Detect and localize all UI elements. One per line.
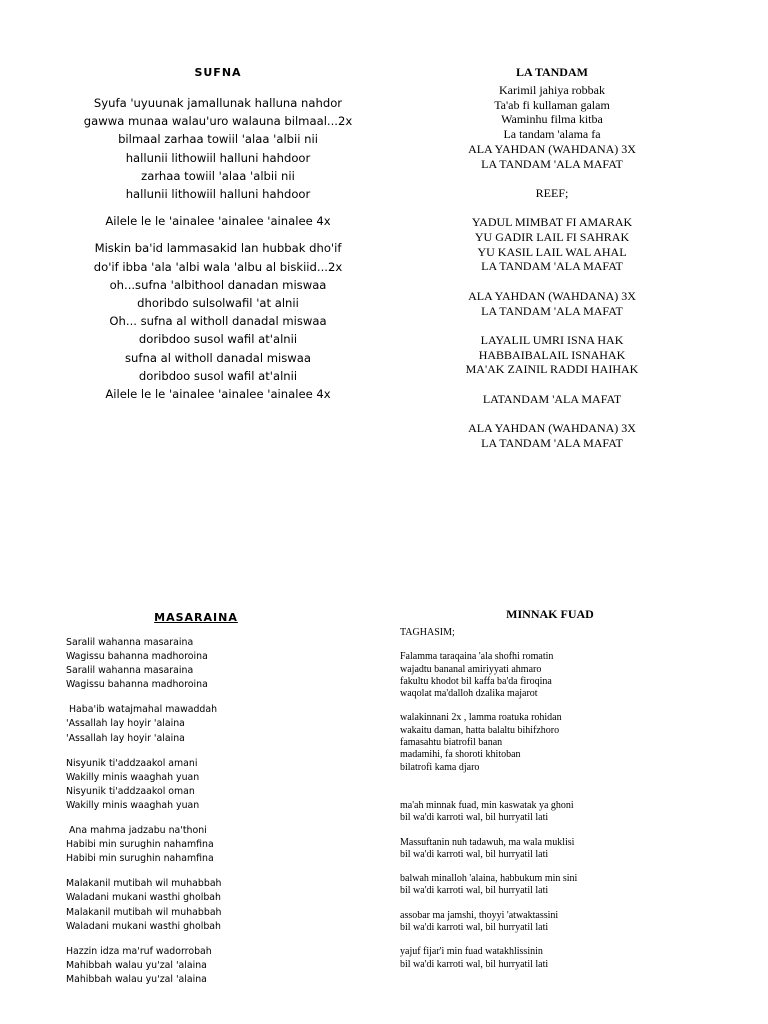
lyric-line: Wagissu bahanna madhoroina [66,651,208,663]
lyric-line: Wakilly minis waaghah yuan [66,771,200,783]
stanza [60,212,376,230]
lyric-line: balwah minalloh 'alaina, habbukum min sini [400,873,578,885]
lyric-line: bil wa'di karroti wal, bil hurryatil lati [400,848,549,860]
lyric-line: wajadtu bananal amiriyyati ahmaro [400,663,542,675]
lyric-line: TAGHASIM; [400,627,455,638]
lyric-line: Waminhu filma kitba [501,112,603,127]
lyric-line: madamihi, fa shoroti khitoban [400,749,521,761]
lyric-line: fakultu khodot bil kaffa ba'da firoqina [400,675,552,687]
lyric-line: Falamma taraqaina 'ala shofhi romatin [400,651,554,663]
stanza [430,83,674,171]
lyric-line: YADUL MIMBAT FI AMARAK [471,215,633,230]
lyric-line: ALA YAHDAN (WAHDANA) 3X [468,141,636,156]
stanza [430,421,674,450]
lyric-line: ma'ah minnak fuad, min kaswatak ya ghoni [400,799,574,811]
lyric-line: Haba'ib watajmahal mawaddah [69,704,218,716]
lyric-line: Karimil jahiya robbak [499,83,605,97]
lyric-line: bil wa'di karroti wal, bil hurryatil lati [400,812,549,824]
song-title: LA TANDAM [516,65,588,79]
lyric-line: MA'AK ZAINIL RADDI HAIHAK [465,362,639,377]
lyric-line: ALA YAHDAN (WAHDANA) 3X [468,288,636,303]
lyric-line: bil wa'di karroti wal, bil hurryatil lati [400,885,549,897]
lyric-line: do'if ibba 'ala 'albi wala 'albu al biskiid...2x [93,259,343,274]
stanza [66,877,326,933]
stanza [400,910,700,935]
lyric-line: YU GADIR LAIL FI SAHRAK [474,230,630,244]
stanza [400,800,700,825]
lyric-line: bilatrofi kama djaro [400,761,480,773]
lyric-line: wakaitu daman, hatta balaltu bihifzhoro [400,724,560,736]
lyric-line: yajuf fijar'i min fuad watakhlissinin [400,946,543,958]
lyric-line: bil wa'di karroti wal, bil hurryatil lati [400,958,549,970]
lyric-line: assobar ma jamshi, thoyyi 'atwaktassini [400,909,559,921]
stanza [60,239,376,403]
lyric-line: Wakilly minis waaghah yuan [66,799,200,811]
lyric-line: REEF; [535,185,569,200]
lyric-line: LA TANDAM 'ALA MAFAT [481,435,623,450]
lyric-line: Habibi min surughin nahamfina [66,839,214,851]
lyric-line: Ailele le le 'ainalee 'ainalee 'ainalee 4x [105,214,331,229]
lyric-line: Hazzin idza ma'ruf wadorrobah [66,945,212,957]
lyric-line: Malakanil mutibah wil muhabbah [66,906,222,918]
lyric-line: Malakanil mutibah wil muhabbah [66,878,222,890]
lyric-line: bilmaal zarhaa towiil 'alaa 'albii nii [118,132,318,147]
lyric-line: Waladani mukani wasthi gholbah [66,920,221,932]
lyric-line: hallunii lithowiil halluni hahdoor [125,150,311,165]
song-title: MINNAK FUAD [506,607,594,621]
lyric-line: YU KASIL LAIL WAL AHAL [477,244,627,259]
song-masaraina [66,611,326,998]
lyric-line: Oh... sufna al witholl danadal miswaa [109,314,327,329]
stanza [66,757,326,813]
lyric-line: 'Assallah lay hoyir 'alaina [66,718,185,730]
lyric-line: famasahtu biatrofil banan [400,737,503,749]
lyric-line: Waladani mukani wasthi gholbah [66,892,221,904]
stanza [400,651,700,700]
lyric-line: Ana mahma jadzabu na'thoni [69,825,207,837]
stanza [66,636,326,692]
lyric-line: LA TANDAM 'ALA MAFAT [481,156,623,171]
lyric-line: doribdoo susol wafil at'alnii [138,332,298,347]
lyric-line: LAYALIL UMRI ISNA HAK [480,332,624,347]
stanza [400,712,700,773]
lyric-line: Habibi min surughin nahamfina [66,853,214,865]
lyric-line: waqolat ma'dalloh dzalika majarot [400,688,538,700]
lyric-line: Massuftanin nuh tadawuh, ma wala muklisi [400,836,575,848]
stanza [430,215,674,274]
lyric-line: Saralil wahanna masaraina [66,637,194,648]
lyric-line: Nisyunik ti'addzaakol oman [66,785,195,797]
lyric-line: 'Assallah lay hoyir 'alaina [66,732,185,744]
lyric-line: sufna al witholl danadal miswaa [125,350,311,365]
lyric-line: Miskin ba'id lammasakid lan hubbak dho'if [94,241,342,256]
lyric-line: Mahibbah walau yu'zal 'alaina [66,973,207,985]
stanza [400,873,700,898]
song-sufna [60,66,376,412]
lyric-line: walakinnani 2x , lamma roatuka rohidan [400,712,562,724]
stanza [66,945,326,987]
lyric-line: oh...sufna 'albithool danadan miswaa [109,277,327,292]
stanza [400,837,700,862]
song-title: MASARAINA [154,611,238,624]
lyric-line: Ailele le le 'ainalee 'ainalee 'ainalee 4x [105,387,331,402]
lyric-line: hallunii lithowiil halluni hahdoor [125,187,311,202]
stanza [66,824,326,866]
lyric-line: LA TANDAM 'ALA MAFAT [481,259,623,274]
song-minnak-fuad [400,607,700,983]
lyric-line: Ta'ab fi kullaman galam [494,97,610,112]
lyric-line: Syufa 'uyuunak jamallunak halluna nahdor [93,96,343,110]
lyric-line: doribdoo susol wafil at'alnii [138,368,298,383]
lyric-line: Saralil wahanna masaraina [66,665,194,677]
song-title: SUFNA [194,66,242,79]
stanza [430,392,674,407]
stanza [430,186,674,201]
lyric-line: Mahibbah walau yu'zal 'alaina [66,959,207,971]
stanza [400,627,700,639]
lyric-line: zarhaa towiil 'alaa 'albii nii [141,168,295,183]
lyric-line: bil wa'di karroti wal, bil hurryatil lati [400,922,549,934]
lyric-line: Nisyunik ti'addzaakol amani [66,757,198,769]
stanza [430,333,674,377]
song-la-tandam [430,65,674,465]
lyric-line: ALA YAHDAN (WAHDANA) 3X [468,421,636,436]
stanza [60,94,376,203]
lyric-line: HABBAIBALAIL ISNAHAK [478,347,626,362]
lyric-line: gawwa munaa walau'uro walauna bilmaal...2x [83,114,353,129]
lyric-line: dhoribdo sulsolwafil 'at alnii [137,296,299,311]
lyric-line: Wagissu bahanna madhoroina [66,679,208,691]
lyric-line: La tandam 'alama fa [503,127,601,142]
lyric-line: LA TANDAM 'ALA MAFAT [481,303,623,318]
stanza [430,289,674,318]
stanza [400,946,700,971]
stanza [66,703,326,745]
lyric-line: LATANDAM 'ALA MAFAT [482,391,622,406]
